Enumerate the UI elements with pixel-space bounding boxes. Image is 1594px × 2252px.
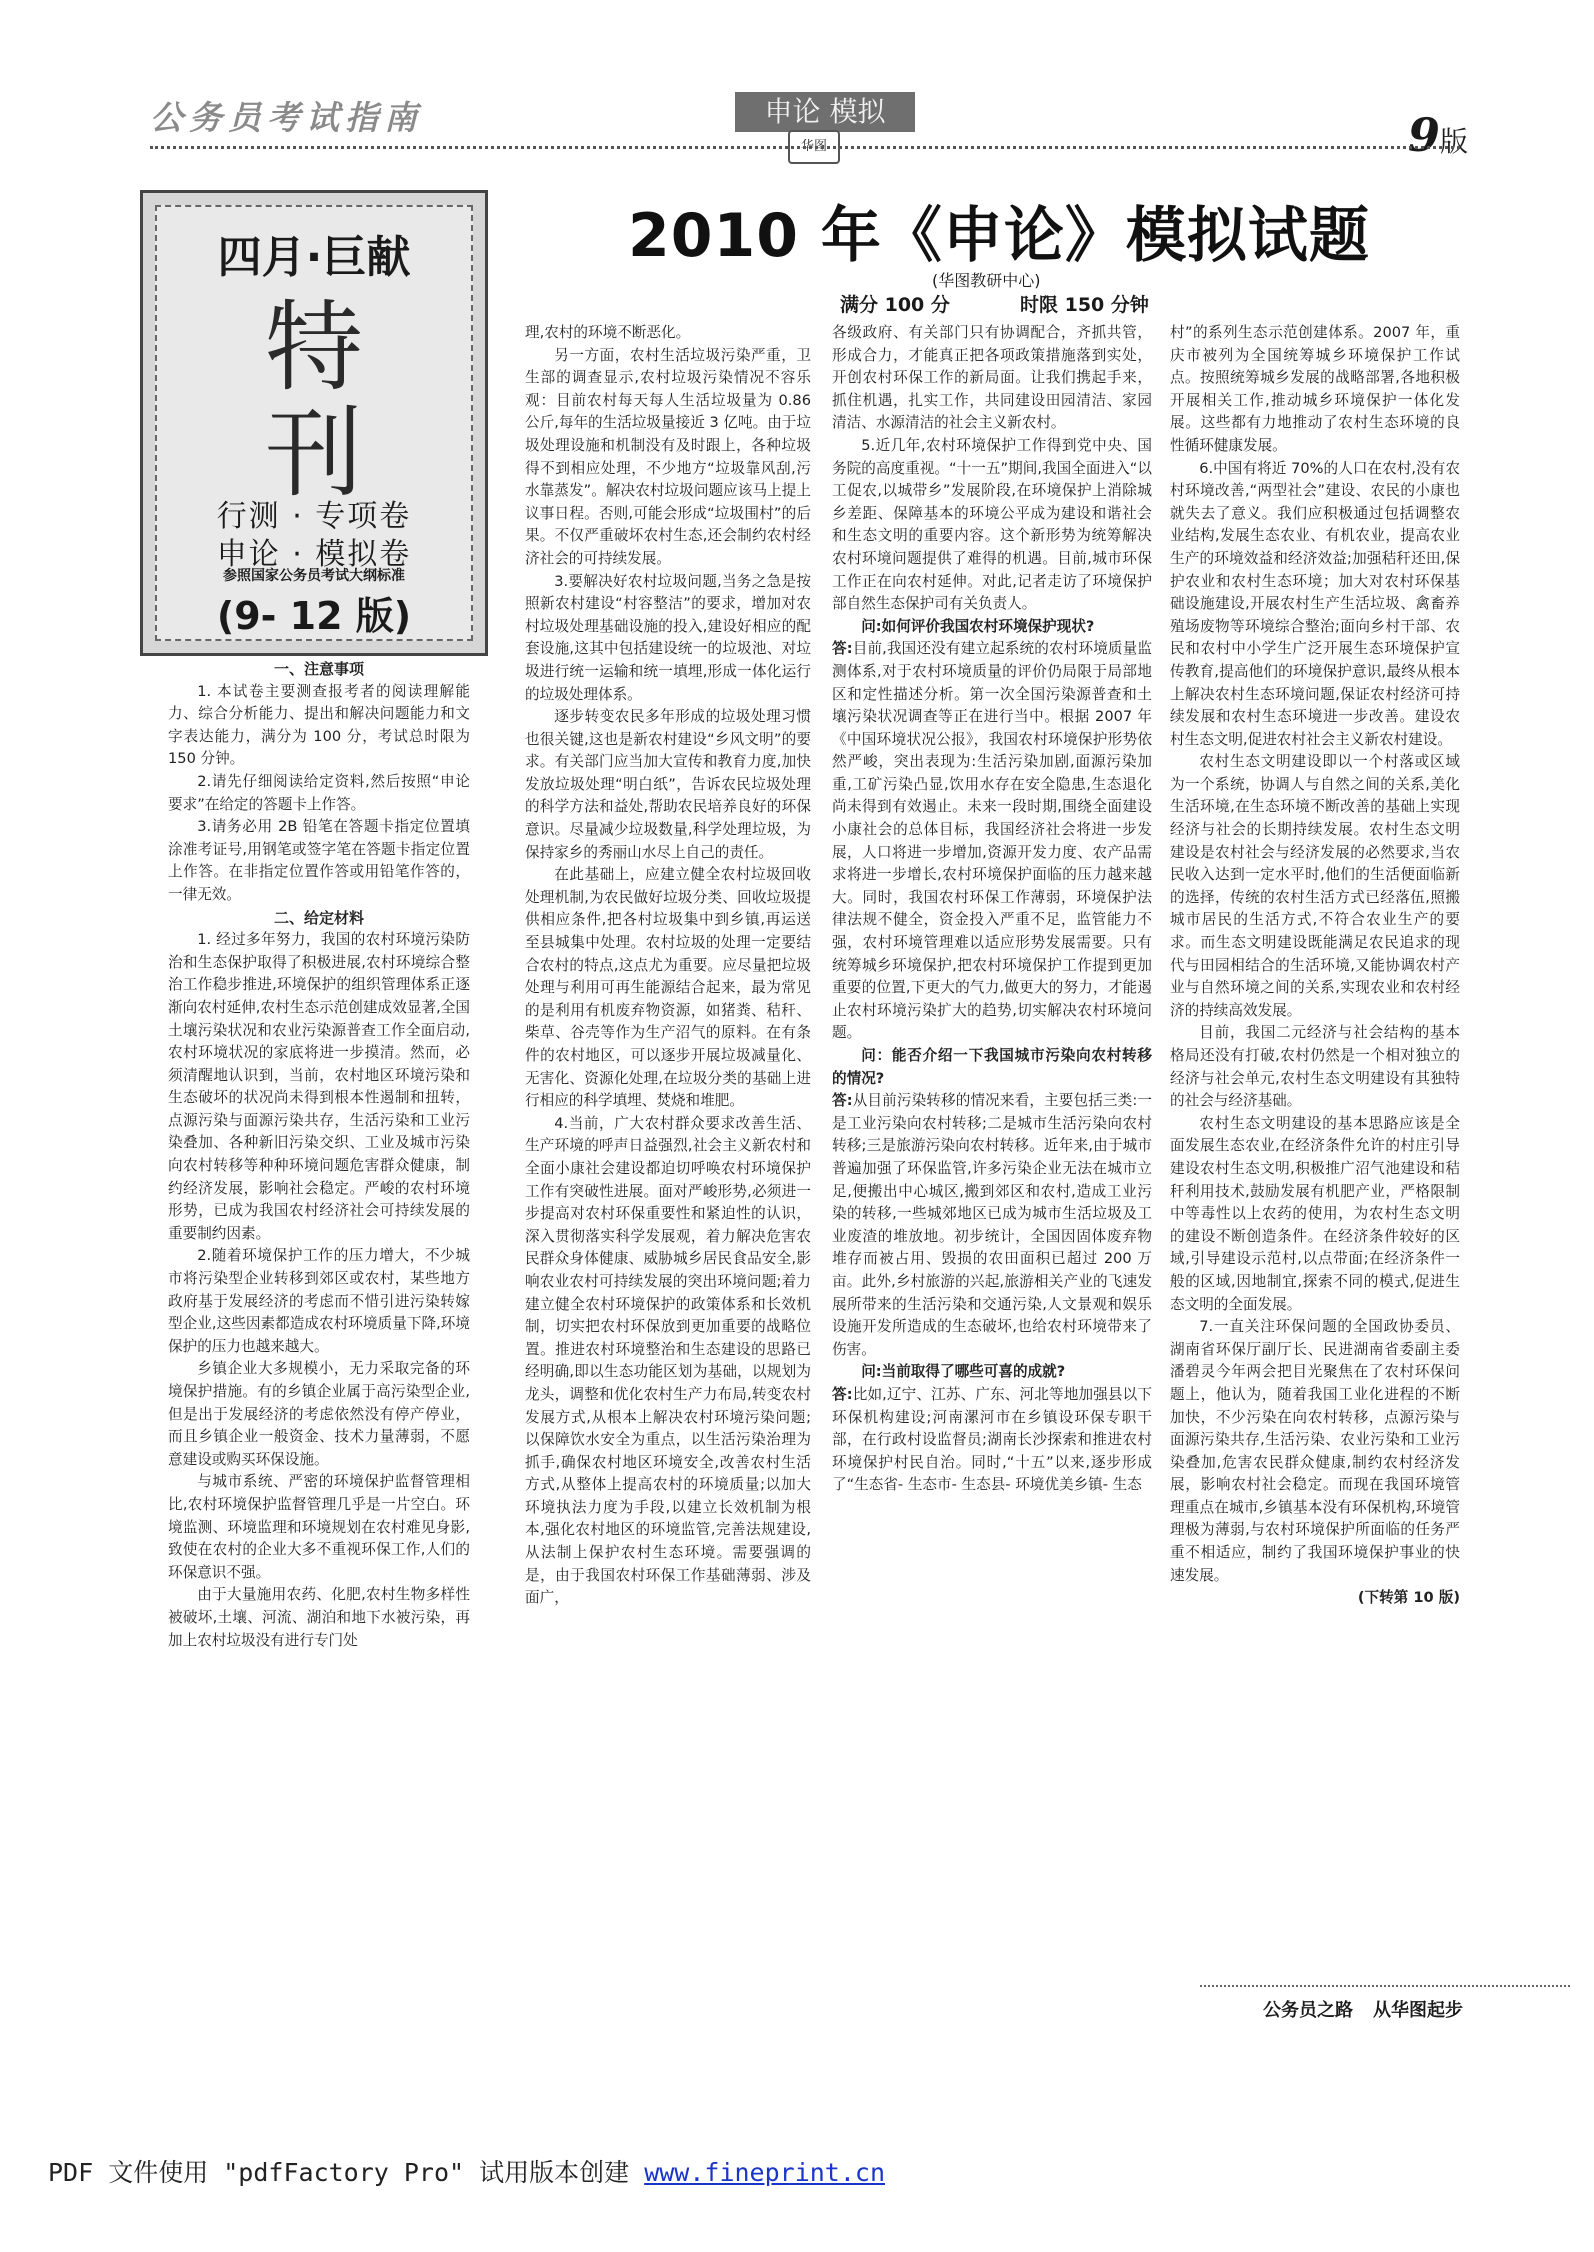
materials-heading: 二、给定材料 [273, 908, 364, 927]
interview-answer [832, 1384, 1152, 1497]
answer-label: 答: [832, 640, 853, 658]
section-banner: 申论 模拟 [735, 92, 915, 132]
material-paragraph: 各级政府、有关部门只有协调配合，齐抓共管，形成合力，才能真正把各项政策措施落到实处，开创农村环保工作的新局面。让我们携起手来，抓住机遇，扎实工作，共同建设田园清洁、家园清洁、水源清洁的社会主义新农村。 [832, 324, 1152, 432]
promo-big-char-2: 刊 [264, 397, 363, 511]
material-paragraph: 逐步转变农民多年形成的垃圾处理习惯也很关键,这也是新农村建设“乡风文明”的要求。有关部门应当加大宣传和教育力度,加快发放垃圾处理“明白纸”，告诉农民垃圾处理的科学方法和益处,帮助农民培养良好的环保意识。尽量减少垃圾数量,科学处理垃圾，为保持家乡的秀丽山水尽上自己的责任。 [525, 708, 811, 861]
material-paragraph: 目前，我国二元经济与社会结构的基本格局还没有打破,农村仍然是一个相对独立的经济与社会单元,农村生态文明建设有其独特的社会与经济基础。 [1170, 1024, 1460, 1110]
footer-slogan-part-1: 公务员之路 [1263, 2000, 1353, 2021]
interview-question: 问：能否介绍一下我国城市污染向农村转移的情况? [832, 1047, 1152, 1087]
material-paragraph: 农村生态文明建设即以一个村落或区域为一个系统，协调人与自然之间的关系,美化生活环境,在生态环境不断改善的基础上实现经济与社会的长期持续发展。农村生态文明建设是农村社会与经济发展的必然要求,当农民收入达到一定水平时,他们的生活便面临新的选择，传统的农村生活方式已经落伍,照搬城市居民的生活方式,不符合农业生产的要求。而生态文明建设既能满足农民追求的现代与田园相结合的生活环境,又能协调农村产业与自然环境之间的关系,实现农业和农村经济的持续高效发展。 [1170, 753, 1460, 1019]
answer-label: 答: [832, 1092, 853, 1110]
material-paragraph: 在此基础上，应建立健全农村垃圾回收处理机制,为农民做好垃圾分类、回收垃圾提供相应条件,把各村垃圾集中到乡镇,再运送至县城集中处理。农村垃圾的处理一定要结合农村的特点,这点尤为重要。应尽量把垃圾处理与利用可再生能源结合起来，最为常见的是利用有机废弃物资源，如猪粪、秸秆、柴草、谷壳等作为生产沼气的原料。在有条件的农村地区，可以逐步开展垃圾减量化、无害化、资源化处理,在垃圾分类的基础上进行相应的科学填埋、焚烧和堆肥。 [525, 866, 811, 1110]
material-paragraph: 4.当前，广大农村群众要求改善生活、生产环境的呼声日益强烈,社会主义新农村和全面小康社会建设都迫切呼唤农村环境保护工作有突破性进展。面对严峻形势,必须进一步提高对农村环保重要性和紧迫性的认识，深入贯彻落实科学发展观，着力解决危害农民群众身体健康、威胁城乡居民食品安全,影响农业农村可持续发展的突出环境问题;着力建立健全农村环境保护的政策体系和长效机制，切实把农村环保放到更加重要的战略位置。推进农村环境整治和生态建设的思路已经明确,即以生态功能区划为基础，以规划为龙头，调整和优化农村生产力布局,转变农村发展方式,从根本上解决农村环境污染问题;以保障饮水安全为重点，以生活污染治理为抓手,确保农村地区环境安全,改善农村生活方式,从整体上提高农村的环境质量;以加大环境执法力度为手段,以建立长效机制为根本,强化农村地区的环境监管,完善法规建设,从法制上保护农村生态环境。需要强调的是，由于我国农村环保工作基础薄弱、涉及面广， [525, 1114, 811, 1607]
page-number-value: 9 [1408, 108, 1441, 162]
time-limit: 时限 150 分钟 [1020, 294, 1149, 316]
material-paragraph: 7.一直关注环保问题的全国政协委员、湖南省环保厅副厅长、民进湖南省委副主委潘碧灵今年两会把目光聚焦在了农村环保问题上，他认为，随着我国工业化进程的不断加快，不少污染在向农村转移，点源污染与面源污染共存,生活污染、农业污染和工业污染叠加,危害农民群众健康,制约农村经济发展，影响农村社会稳定。而现在我国环境管理重点在城市,乡镇基本没有环保机构,环境管理极为薄弱,与农村环境保护所面临的任务严重不相适应，制约了我国环境保护事业的快速发展。 [1170, 1318, 1460, 1584]
interview-question: 问:当前取得了哪些可喜的成就? [861, 1363, 1066, 1381]
material-paragraph: 理,农村的环境不断恶化。 [525, 324, 691, 341]
page-number-suffix: 版 [1440, 125, 1469, 158]
footer-slogan [1263, 1996, 1463, 2022]
column-3 [832, 322, 1152, 1497]
answer-text: 从目前污染转移的情况来看，主要包括三类:一是工业污染向农村转移;二是城市生活污染向农村转移;三是旅游污染向农村转移。近年来,由于城市普遍加强了环保监管,许多污染企业无法在城市立足,便搬出中心城区,搬到郊区和农村,造成工业污染的转移,一些城郊地区已成为城市生活垃圾及工业废渣的堆放地。初步统计，全国因固体废弃物堆存而被占用、毁损的农田面积已超过 200 万亩。此外,乡村旅游的兴起,旅游相关产业的飞速发展所带来的生活污染和交通污染,人文景观和娱乐设施开发所造成的生态破坏,也给农村环境带来了伤害。 [832, 1092, 1152, 1358]
column-2 [525, 322, 811, 1610]
article-source: (华图教研中心) [932, 271, 1041, 290]
interview-question: 问:如何评价我国农村环境保护现状? [861, 617, 1095, 635]
column-4 [1170, 322, 1460, 1610]
watermark-text: PDF 文件使用 "pdfFactory Pro" 试用版本创建 [48, 2158, 645, 2187]
interview-answer [832, 638, 1152, 1045]
note-1: 1. 本试卷主要测查报考者的阅读理解能力、综合分析能力、提出和解决问题能力和文字表达能力，满分为 100 分，考试总时限为 150 分钟。 [168, 682, 470, 768]
note-2: 2.请先仔细阅读给定资料,然后按照“申论要求”在给定的答题卡上作答。 [168, 772, 470, 813]
special-issue-box [140, 190, 488, 656]
promo-headline: 四月·巨献 [217, 232, 411, 283]
material-paragraph: 6.中国有将近 70%的人口在农村,没有农村环境改善,“两型社会”建设、农民的小康也就失去了意义。我们应积极通过包括调整农业结构,发展生态农业、有机农业，提高农业生产的环境效益和经济效益;加强秸秆还田,保护农业和农村生态环境；加大对农村环保基础设施建设,开展农村生产生活垃圾、禽畜养殖场废物等环境综合整治;面向乡村干部、农民和农村中小学生广泛开展生态环境保护宣传教育,提高他们的环境保护意识,最终从根本上解决农村生态环境问题,保证农村经济可持续发展和农村生态环境进一步改善。建设农村生态文明,促进农村社会主义新农村建设。 [1170, 459, 1460, 748]
header-divider [150, 146, 1460, 149]
material-paragraph: 5.近几年,农村环境保护工作得到党中央、国务院的高度重视。“十一五”期间,我国全面进入“以工促农,以城带乡”发展阶段,在环境保护上消除城乡差距、保障基本的环境公平成为建设和谐社会和生态文明的重要内容。这个新形势为统筹解决农村环境问题提供了难得的机遇。目前,城市环保工作正在向农村延伸。对此,记者走访了环境保护部自然生态保护司有关负责人。 [832, 436, 1152, 613]
promo-big-char-1: 特 [264, 291, 363, 405]
answer-label: 答: [832, 1385, 853, 1403]
promo-page-range: (9- 12 版) [216, 594, 412, 638]
watermark-link[interactable]: www.fineprint.cn [644, 2158, 886, 2187]
special-issue-frame [155, 205, 473, 641]
promo-standard: 参照国家公务员考试大纲标准 [223, 568, 405, 584]
pdf-watermark [48, 2153, 885, 2189]
full-score: 满分 100 分 [840, 294, 950, 316]
note-3: 3.请务必用 2B 铅笔在答题卡指定位置填涂准考证号,用钢笔或签字笔在答题卡指定位置上作答。在非指定位置作答或用铅笔作答的，一律无效。 [168, 818, 470, 903]
material-paragraph: 另一方面，农村生活垃圾污染严重，卫生部的调查显示,农村垃圾污染情况不容乐观：目前农村每天每人生活垃圾量为 0.86 公斤,每年的生活垃圾量接近 3 亿吨。由于垃圾处理设施和机制没有及时跟上，各种垃圾得不到相应处理，不少地方“垃圾靠风刮,污水靠蒸发”。解决农村垃圾问题应该马上提上议事日程。否则,可能会形成“垃圾围村”的后果。不仅严重破坏农村生态,还会制约农村经济社会的可持续发展。 [525, 346, 811, 567]
promo-line-3: 申论 · 模拟卷 [216, 537, 412, 572]
emblem-badge: 华图 [788, 130, 840, 164]
answer-text: 比如,辽宁、江苏、广东、河北等地加强县以下环保机构建设;河南漯河市在乡镇设环保专职干部，在行政村设监督员;湖南长沙探索和推进农村环境保护村民自治。同时,“十五”以来,逐步形成了“生态省- 生态市- 生态县- 环境优美乡镇- 生态 [832, 1385, 1152, 1494]
material-paragraph: 3.要解决好农村垃圾问题,当务之急是按照新农村建设“村容整洁”的要求，增加对农村垃圾处理基础设施的投入,建设好相应的配套设施,这其中包括建设统一的垃圾池、对垃圾进行统一运输和统一填埋,形成一体化运行的垃圾处理体系。 [525, 572, 811, 703]
material-paragraph: 由于大量施用农药、化肥,农村生物多样性被破坏,土壤、河流、湖泊和地下水被污染，再加上农村垃圾没有进行专门处 [168, 1586, 470, 1649]
page-number [1408, 108, 1468, 162]
continued-note: (下转第 10 版) [1357, 1589, 1460, 1607]
material-paragraph: 村”的系列生态示范创建体系。2007 年，重庆市被列为全国统筹城乡环境保护工作试点。按照统筹城乡发展的战略部署,各地积极开展相关工作,推动城乡环境保护一体化发展。这些都有力地推动了农村生态环境的良性循环健康发展。 [1170, 324, 1460, 454]
material-paragraph: 乡镇企业大多规模小，无力采取完备的环境保护措施。有的乡镇企业属于高污染型企业,但是出于发展经济的考虑依然没有停产停业，而且乡镇企业一般资金、技术力量薄弱，不愿意建设或购买环保设施。 [168, 1360, 470, 1468]
answer-text: 目前,我国还没有建立起系统的农村环境质量监测体系,对于农村环境质量的评价仍局限于局部地区和定性描述分析。第一次全国污染源普查和土壤污染状况调查等正在进行当中。根据 2007 年《中国环境状况公报》，我国农村环境保护形势依然严峻，突出表现为:生活污染加剧,面源污染加重,工矿污染凸显,饮用水存在安全隐患,生态退化尚未得到有效遏止。未来一段时期,围绕全面建设小康社会的总体目标，我国经济社会将进一步发展，人口将进一步增加,资源开发力度、农产品需求将进一步增长,农村环境保护面临的压力越来越大。同时，我国农村环保工作薄弱，环境保护法律法规不健全，资金投入严重不足，监管能力不强，农村环境管理难以适应形势发展需要。只有统筹城乡环境保护,把农村环境保护工作提到更加重要的位置,下更大的气力,做更大的努力，才能遏止农村环境污染扩大的趋势,切实解决农村环境问题。 [832, 640, 1152, 1042]
notes-heading: 一、注意事项 [273, 660, 364, 678]
footer-slogan-part-2: 从华图起步 [1373, 2000, 1463, 2021]
article-title: 2010 年《申论》模拟试题 [628, 201, 1370, 271]
publication-brand: 公务员考试指南 [150, 98, 423, 137]
material-paragraph: 2.随着环境保护工作的压力增大，不少城市将污染型企业转移到郊区或农村，某些地方政府基于发展经济的考虑而不惜引进污染转嫁型企业,这些因素都造成农村环境质量下降,环境保护的压力也越来越大。 [168, 1247, 470, 1355]
footer-divider [1200, 1985, 1570, 1987]
interview-answer [832, 1090, 1152, 1361]
promo-line-2: 行测 · 专项卷 [216, 499, 412, 534]
material-paragraph: 农村生态文明建设的基本思路应该是全面发展生态农业,在经济条件允许的村庄引导建设农村生态文明,积极推广沼气池建设和秸秆利用技术,鼓励发展有机肥产业，严格限制中等毒性以上农药的使用，为农村生态文明的建设不断创造条件。在经济条件较好的区域,引导建设示范村,以点带面;在经济条件一般的区域,因地制宜,探索不同的模式,促进生态文明的全面发展。 [1170, 1114, 1460, 1313]
material-paragraph: 1. 经过多年努力，我国的农村环境污染防治和生态保护取得了积极进展,农村环境综合整治工作稳步推进,环境保护的组织管理体系正逐渐向农村延伸,农村生态示范创建成效显著,全国土壤污染状况和农业污染源普查工作全面启动,农村环境状况的家底将进一步摸清。然而，必须清醒地认识到，当前，农村地区环境污染和生态破坏的状况尚未得到根本性遏制和扭转，点源污染与面源污染共存，生活污染和工业污染叠加、各种新旧污染交织、工业及城市污染向农村转移等种种环境问题危害群众健康，制约经济发展，影响社会稳定。严峻的农村环境形势，已成为我国农村经济社会可持续发展的重要制约因素。 [168, 931, 470, 1242]
material-paragraph: 与城市系统、严密的环境保护监督管理相比,农村环境保护监督管理几乎是一片空白。环境监测、环境监理和环境规划在农村难见身影,致使在农村的企业大多不重视环保工作,人们的环保意识不强。 [168, 1473, 470, 1581]
column-1 [168, 658, 470, 1652]
